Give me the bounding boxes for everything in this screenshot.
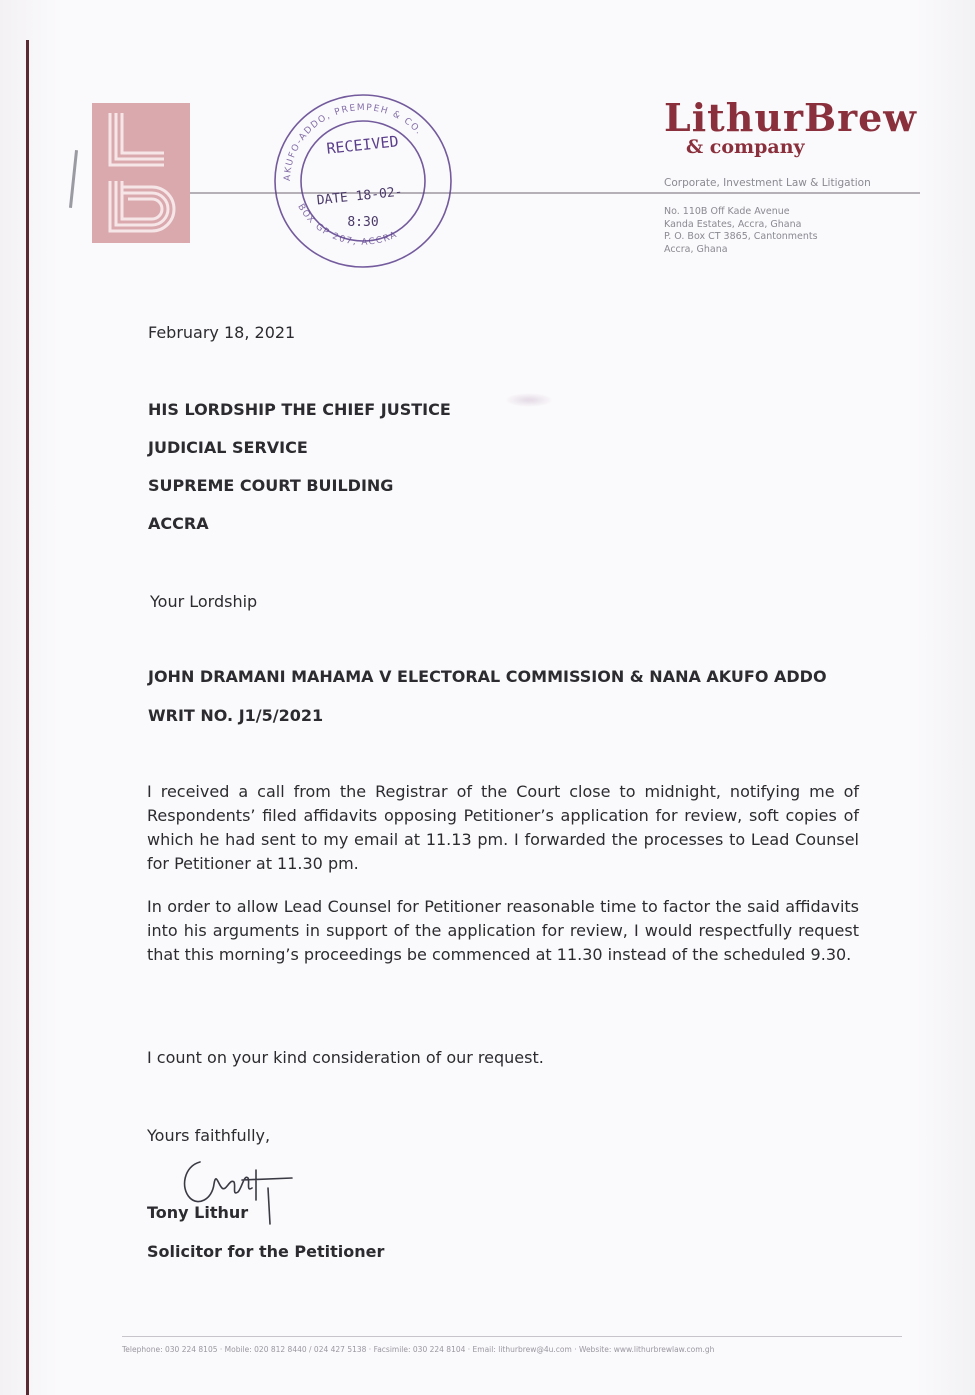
stamp-ring-bottom: BOX GP 207, ACCRA [295,202,400,248]
salutation: Your Lordship [150,592,258,611]
firm-address [664,206,818,256]
stamp-received-label: RECEIVED [325,132,400,158]
subject-line: JOHN DRAMANI MAHAMA V ELECTORAL COMMISSION & NANA AKUFO ADDO [148,667,827,686]
signatory-title: Solicitor for the Petitioner [147,1242,385,1261]
stamp-time: 8:30 [347,215,379,230]
address-line: No. 110B Off Kade Avenue [664,206,790,217]
brand-block [664,95,918,158]
brand-name: LithurBrew [664,95,918,140]
pencil-mark [69,150,78,208]
brand-subtitle: & company [686,136,805,158]
footer-divider [122,1336,902,1337]
recipient-line: HIS LORDSHIP THE CHIEF JUSTICE [148,400,451,419]
closing: Yours faithfully, [147,1126,271,1145]
received-stamp [268,88,458,274]
stamp-ring-top: AKUFO-ADDO, PREMPEH & CO. [282,102,425,182]
brand-tagline: Corporate, Investment Law & Litigation [664,177,871,189]
recipient-line: ACCRA [148,514,209,533]
signatory-name: Tony Lithur [147,1203,249,1222]
body-paragraph: I count on your kind consideration of our request. [147,1048,544,1067]
footer-contacts: Telephone: 030 224 8105 · Mobile: 020 812 8440 / 024 427 5138 · Facsimile: 030 224 8104 · Email: lithurbrew@4u.com · Website: www.lithurbrewlaw.com.gh [122,1345,715,1354]
recipient-line: JUDICIAL SERVICE [148,438,308,457]
letter-date: February 18, 2021 [148,323,296,342]
left-margin-rule [26,40,29,1395]
ink-smudge [505,393,553,407]
address-line: Kanda Estates, Accra, Ghana [664,218,802,230]
body-paragraph: In order to allow Lead Counsel for Petitioner reasonable time to factor the said affidavits into his arguments in support of the application for review, I would respectfully request that this morning’s proceedings be commenced at 11.30 instead of the scheduled 9.30. [147,897,859,964]
address-line: Accra, Ghana [664,243,728,255]
writ-number: WRIT NO. J1/5/2021 [148,706,324,725]
address-line: P. O. Box CT 3865, Cantonments [664,231,818,242]
firm-logo [92,103,190,243]
body-paragraph: I received a call from the Registrar of the Court close to midnight, notifying me of Respondents’ filed affidavits opposing Petitioner’s application for review, soft copies of which he had sent to my email at 11.13 pm. I forwarded the processes to Lead Counsel for Petitioner at 11.30 pm. [147,782,859,873]
recipient-line: SUPREME COURT BUILDING [148,476,394,495]
stamp-date: DATE 18-02- [316,184,404,209]
